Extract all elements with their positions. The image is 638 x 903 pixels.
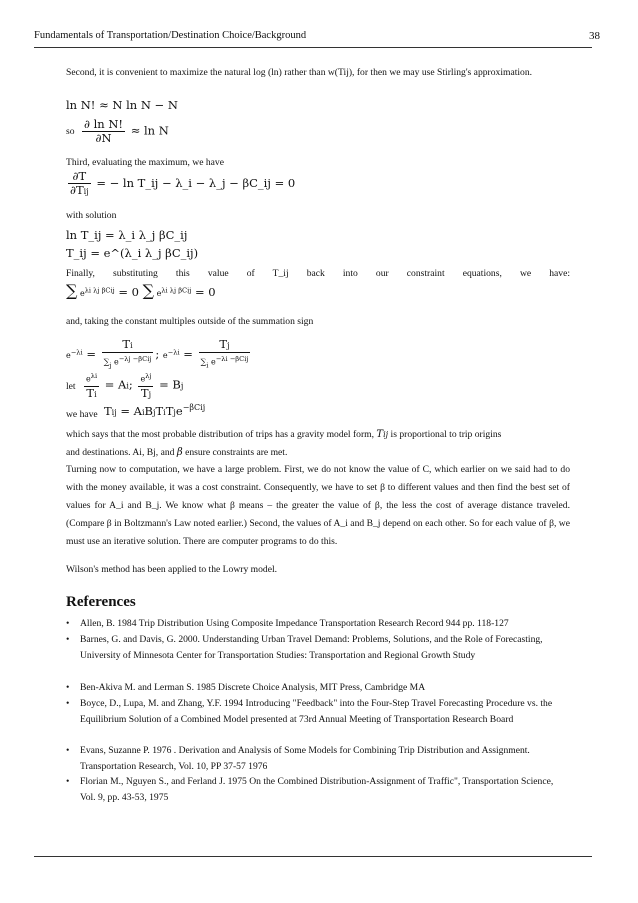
paragraph-gravity-c: and destinations. Ai, Bj, and — [66, 447, 175, 458]
reference-item — [66, 632, 570, 663]
reference-text: Boyce, D., Lupa, M. and Zhang, Y.F. 1994 Introducing "Feedback" into the Four-Step Travel Forecasting Procedure vs. the Equilibrium Solution of a Combined Model presented at 73rd Annual Meeting of Transportation Research Board — [80, 698, 553, 725]
bullet-icon: • — [66, 634, 70, 645]
paragraph-computation: Turning now to computation, we have a large problem. First, we do not know the value of C, which earlier on we said had to do with the money available, it was a cost constraint. Consequently, we have to set β to different values and then find the best set of values for A_i and B_j. We know what β means – the greater the value of β, the less the cost of average distance traveled. (Compare β in Boltzmann's Law noted earlier.) Second, the values of A_i and B_j depend on each other. So for each value of β, we must use an iterative solution. There are computer programs to do this. — [66, 464, 570, 547]
paragraph-gravity-a: which says that the most probable distribution of trips has a gravity model form, — [66, 429, 375, 440]
paragraph-gravity-d: ensure constraints are met. — [185, 447, 288, 458]
equation-maximum-rhs: = − ln T_ij − λ_i − λ_j − βC_ij = 0 — [96, 176, 296, 190]
equation-constant-multiples: $e^{-\lambda i}$ = $\frac{Ti}{\sum_j e^{-\lambda j -\beta Cij}}$ ; $e^{-\lambda i}$ = $\frac{Tj}{\sum_i e^{-\lambda i -\beta Cij}}$ — [66, 337, 249, 370]
paragraph-stirling-intro: Second, it is convenient to maximize the natural log (ln) rather than w(Tij), for then we may use Stirling's approximation. — [66, 67, 533, 78]
reference-text: Allen, B. 1984 Trip Distribution Using Composite Impedance Transportation Research Record 944 pp. 118-127 — [80, 618, 509, 629]
reference-item — [66, 616, 570, 632]
equation-solution-exp: T_ij = e^(λ_i λ_j βC_ij) — [66, 246, 199, 260]
reference-text: Barnes, G. and Davis, G. 2000. Understanding Urban Travel Demand: Problems, Solutions, and the Role of Forecasting, University of Minnesota Center for Transportation Studies: Transportation and Regional Growth Study — [80, 634, 543, 661]
header-title: Fundamentals of Transportation/Destination Choice/Background — [34, 30, 307, 41]
reference-item — [66, 696, 570, 727]
equation-constraints: ∑ $e^{\lambda i \lambda j \beta Cij} = 0$ ∑ $e^{\lambda i \lambda j \beta Cij} = 0$ — [66, 281, 216, 300]
paragraph-finally: Finally, substituting this value of T_ij back into our constraint equations, we have: — [66, 268, 570, 279]
page-number: 38 — [589, 30, 600, 42]
reference-text: Florian M., Nguyen S., and Ferland J. 1975 On the Combined Distribution-Assignment of Traffic", Transportation Science, Vol. 9, pp. 43-53, 1975 — [80, 776, 554, 803]
header-rule — [34, 47, 592, 48]
footer-rule — [34, 856, 592, 857]
references-heading: References — [66, 594, 136, 610]
equation-stirling: ln N! ≈ N ln N − N — [66, 98, 178, 112]
paragraph-gravity-line2: and destinations. Ai, Bj, and β ensure constraints are met. — [66, 447, 288, 458]
paragraph-gravity-b: is proportional to trip origins — [390, 429, 502, 440]
bullet-icon: • — [66, 682, 70, 693]
reference-item — [66, 680, 570, 696]
paragraph-gravity: which says that the most probable distribution of trips has a gravity model form, Tij is proportional to trip origins — [66, 429, 502, 440]
bullet-icon: • — [66, 776, 70, 787]
reference-item — [66, 743, 570, 774]
reference-text: Ben-Akiva M. and Lerman S. 1985 Discrete Choice Analysis, MIT Press, Cambridge MA — [80, 682, 426, 693]
equation-derivative: $\frac{\text{∂ ln N!}}{\partial N}$ ≈ ln N — [84, 117, 169, 145]
we-have-label: we have — [66, 409, 98, 420]
bullet-icon: • — [66, 698, 70, 709]
so-label: so — [66, 126, 75, 137]
let-label: let — [66, 381, 76, 392]
equation-derivative-rhs: ≈ ln N — [130, 123, 169, 138]
equation-gravity: Tij = AiBjTiTje$^{-\beta Cij}$ — [104, 403, 206, 418]
bullet-icon: • — [66, 745, 70, 756]
paragraph-wilson: Wilson's method has been applied to the Lowry model. — [66, 564, 278, 575]
equation-maximum: $\frac{\partial T}{\text{∂Tij}}$ = − ln T_ij − λ_i − λ_j − βC_ij = 0 — [70, 169, 296, 197]
paragraph-third: Third, evaluating the maximum, we have — [66, 157, 224, 168]
paragraph-taking-constants: and, taking the constant multiples outside of the summation sign — [66, 316, 314, 327]
equation-solution-log: ln T_ij = λ_i λ_j βC_ij — [66, 228, 188, 242]
reference-item — [66, 774, 570, 805]
reference-text: Evans, Suzanne P. 1976 . Derivation and Analysis of Some Models for Combining Trip Distribution and Assignment. Transportation Research, Vol. 10, PP 37-57 1976 — [80, 745, 530, 772]
equation-let: $\frac{e^{\lambda i}}{Ti}$ = Ai; $\frac{e^{\lambda j}}{Tj}$ = Bj — [86, 372, 184, 400]
paragraph-with-solution: with solution — [66, 210, 117, 221]
bullet-icon: • — [66, 618, 70, 629]
